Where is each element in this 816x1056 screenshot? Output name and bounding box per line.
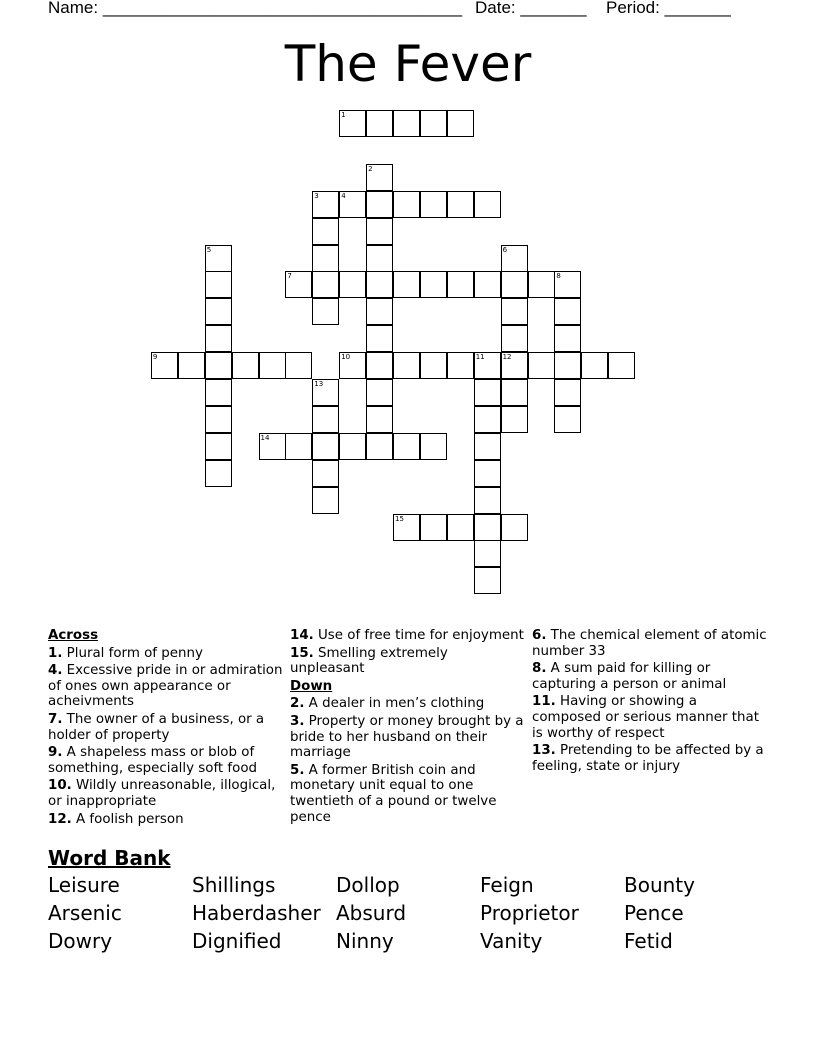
grid-cell[interactable]	[285, 352, 312, 379]
word-bank-item: Leisure	[48, 873, 120, 897]
grid-cell[interactable]	[366, 406, 393, 433]
grid-cell[interactable]	[366, 218, 393, 245]
clues-column-3	[532, 628, 768, 776]
grid-cell[interactable]	[205, 352, 232, 379]
grid-cell[interactable]	[393, 110, 420, 137]
grid-cell[interactable]	[528, 352, 555, 379]
clue-across-14: 14. Use of free time for enjoyment	[290, 628, 524, 643]
grid-cell[interactable]	[151, 352, 178, 379]
clue-number: 7	[287, 272, 292, 281]
word-bank-item: Haberdasher	[192, 901, 321, 925]
clue-down-5: 5. A former British coin and monetary unit equal to one twentieth of a pound or twelve pence	[290, 762, 497, 825]
grid-cell[interactable]	[554, 298, 581, 325]
grid-cell[interactable]	[366, 271, 393, 298]
grid-cell[interactable]	[312, 298, 339, 325]
clue-number: 2	[368, 164, 373, 173]
grid-cell[interactable]	[501, 325, 528, 352]
grid-cell[interactable]	[259, 352, 286, 379]
word-bank-item: Feign	[480, 873, 534, 897]
grid-cell[interactable]	[393, 433, 420, 460]
word-bank-item: Dollop	[336, 873, 400, 897]
grid-cell[interactable]	[420, 110, 447, 137]
grid-cell[interactable]	[420, 271, 447, 298]
grid-cell[interactable]	[447, 110, 474, 137]
word-bank-item: Proprietor	[480, 901, 579, 925]
grid-cell[interactable]	[554, 271, 581, 298]
clue-down-2: 2. A dealer in men’s clothing	[290, 696, 485, 712]
date-blank[interactable]: _______	[520, 0, 587, 17]
grid-cell[interactable]	[205, 271, 232, 298]
grid-cell[interactable]	[420, 433, 447, 460]
clue-number: 13	[314, 380, 324, 388]
grid-cell[interactable]	[312, 433, 339, 460]
word-bank-item: Bounty	[624, 873, 695, 897]
grid-cell[interactable]	[366, 379, 393, 406]
clue-across-12: 12. A foolish person	[48, 811, 184, 827]
grid-cell[interactable]	[501, 379, 528, 406]
grid-cell[interactable]	[474, 567, 501, 594]
period-label: Period:	[606, 0, 660, 17]
word-bank-item: Arsenic	[48, 901, 122, 925]
grid-cell[interactable]	[312, 460, 339, 487]
grid-cell[interactable]	[474, 191, 501, 218]
grid-cell[interactable]	[312, 487, 339, 514]
grid-cell[interactable]	[554, 379, 581, 406]
word-bank-item: Pence	[624, 901, 684, 925]
grid-cell[interactable]	[393, 191, 420, 218]
grid-cell[interactable]	[501, 271, 528, 298]
period-blank[interactable]: _______	[664, 0, 731, 17]
grid-cell[interactable]	[474, 514, 501, 541]
clue-across-1: 1. Plural form of penny	[48, 645, 203, 661]
across-heading: Across	[48, 628, 99, 643]
grid-cell[interactable]	[474, 406, 501, 433]
grid-cell[interactable]	[312, 271, 339, 298]
clue-across-10: 10. Wildly unreasonable, illogical, or inappropriate	[48, 778, 276, 809]
grid-cell[interactable]	[312, 218, 339, 245]
grid-cell[interactable]	[312, 379, 339, 406]
grid-cell[interactable]	[474, 487, 501, 514]
grid-cell[interactable]	[447, 352, 474, 379]
grid-cell[interactable]	[581, 352, 608, 379]
grid-cell[interactable]	[501, 352, 528, 379]
clue-down-8: 8. A sum paid for killing or capturing a person or animal	[532, 661, 727, 692]
grid-cell[interactable]	[232, 352, 259, 379]
grid-cell[interactable]	[366, 110, 393, 137]
clue-across-15: 15. Smelling extremely unpleasant	[290, 645, 448, 677]
word-bank-item: Absurd	[336, 901, 407, 925]
grid-cell[interactable]	[312, 406, 339, 433]
grid-cell[interactable]	[554, 406, 581, 433]
word-bank	[48, 873, 768, 957]
grid-cell[interactable]	[474, 379, 501, 406]
grid-cell[interactable]	[554, 352, 581, 379]
grid-cell[interactable]	[474, 460, 501, 487]
clue-number: 5	[206, 245, 212, 254]
date-label: Date:	[475, 0, 516, 17]
grid-cell[interactable]	[501, 245, 528, 272]
grid-cell[interactable]	[178, 352, 205, 379]
word-bank-title: Word Bank	[48, 846, 171, 870]
clue-down-6: 6. The chemical element of atomic number 33	[532, 628, 767, 659]
grid-cell[interactable]	[285, 271, 312, 298]
clue-number: 12	[502, 353, 512, 362]
name-label: Name:	[48, 0, 99, 17]
grid-cell[interactable]	[420, 514, 447, 541]
grid-cell[interactable]	[339, 352, 366, 379]
word-bank-item: Vanity	[480, 929, 543, 953]
grid-cell[interactable]	[339, 191, 366, 218]
grid-cell[interactable]	[420, 191, 447, 218]
clues-column-2	[290, 628, 526, 827]
clue-across-7: 7. The owner of a business, or a holder of property	[48, 711, 265, 743]
grid-cell[interactable]	[393, 352, 420, 379]
grid-cell[interactable]	[501, 514, 528, 541]
grid-cell[interactable]	[501, 298, 528, 325]
grid-cell[interactable]	[339, 110, 366, 137]
grid-cell[interactable]	[608, 352, 635, 379]
clue-number: 1	[341, 111, 346, 119]
grid-cell[interactable]	[501, 406, 528, 433]
down-heading: Down	[290, 678, 333, 694]
grid-cell[interactable]	[366, 164, 393, 191]
grid-cell[interactable]	[366, 191, 393, 218]
clue-across-9: 9. A shapeless mass or blob of something, especially soft food	[48, 745, 258, 776]
clue-number: 8	[556, 272, 561, 281]
clue-number: 9	[152, 353, 158, 362]
grid-cell[interactable]	[339, 433, 366, 460]
grid-cell[interactable]	[447, 514, 474, 541]
grid-cell[interactable]	[205, 433, 232, 460]
grid-cell[interactable]	[366, 433, 393, 460]
grid-cell[interactable]	[474, 540, 501, 567]
grid-cell[interactable]	[474, 271, 501, 298]
grid-cell[interactable]	[312, 191, 339, 218]
clue-down-13: 13. Pretending to be affected by a feeling, state or injury	[532, 743, 764, 774]
grid-cell[interactable]	[366, 245, 393, 272]
grid-cell[interactable]	[312, 245, 339, 272]
clue-number: 10	[341, 353, 351, 362]
grid-cell[interactable]	[474, 433, 501, 460]
grid-cell[interactable]	[205, 379, 232, 406]
grid-cell[interactable]	[393, 271, 420, 298]
name-blank[interactable]: ______________________________________	[102, 0, 463, 17]
grid-cell[interactable]	[205, 325, 232, 352]
clue-number: 14	[260, 433, 270, 442]
word-bank-item: Fetid	[624, 929, 673, 953]
clue-number: 3	[314, 191, 319, 200]
grid-cell[interactable]	[339, 271, 366, 298]
clue-down-11: 11. Having or showing a composed or serious manner that is worthy of respect	[532, 694, 759, 741]
clue-number: 11	[475, 353, 485, 362]
page-title: The Fever	[284, 35, 532, 93]
grid-cell[interactable]	[554, 325, 581, 352]
grid-cell[interactable]	[528, 271, 555, 298]
clue-across-4: 4. Excessive pride in or admiration of ones own appearance or acheivments	[48, 663, 283, 710]
grid-cell[interactable]	[205, 298, 232, 325]
word-bank-item: Shillings	[192, 873, 276, 897]
word-bank-item: Ninny	[336, 929, 394, 953]
grid-cell[interactable]	[393, 514, 420, 541]
grid-cell[interactable]	[366, 325, 393, 352]
clue-number: 15	[395, 514, 404, 523]
grid-cell[interactable]	[447, 191, 474, 218]
grid-cell[interactable]	[420, 352, 447, 379]
word-bank-item: Dignified	[192, 929, 282, 953]
clues-column-1	[48, 628, 284, 829]
word-bank-item: Dowry	[48, 929, 113, 953]
grid-cell[interactable]	[205, 245, 232, 272]
grid-cell[interactable]	[285, 433, 312, 460]
grid-cell[interactable]	[447, 271, 474, 298]
grid-cell[interactable]	[259, 433, 286, 460]
grid-cell[interactable]	[205, 406, 232, 433]
grid-cell[interactable]	[205, 460, 232, 487]
clue-number: 4	[341, 191, 346, 200]
grid-cell[interactable]	[366, 352, 393, 379]
clue-number: 6	[502, 245, 508, 254]
grid-cell[interactable]	[474, 352, 501, 379]
clue-down-3: 3. Property or money brought by a bride to her husband on their marriage	[290, 713, 524, 761]
grid-cell[interactable]	[366, 298, 393, 325]
